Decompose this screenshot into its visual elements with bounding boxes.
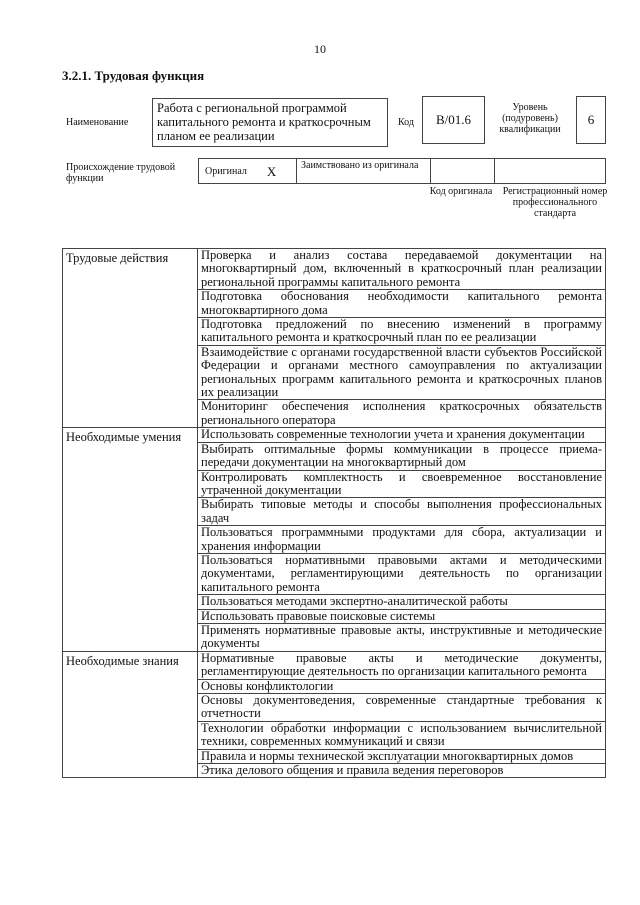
required-skills-item: Пользоваться программными продуктами для сбора, актуализации и хранения информации: [198, 526, 606, 554]
required-knowledge-item: Основы документоведения, современные стандартные требования к отчетности: [198, 694, 606, 722]
required-knowledge-item: Нормативные правовые акты и методические документы, регламентирующие деятельность по организации капитального ремонта: [198, 651, 606, 679]
labor-actions-item: Взаимодействие с органами государственной власти субъектов Российской Федерации и органами местного самоуправления по актуализации региональных программ капитального ремонта и краткосрочных планов их реализации: [198, 345, 606, 400]
origin-row: [198, 158, 606, 184]
origin-label: Происхождение трудовой функции: [66, 162, 176, 184]
table-row: [63, 428, 606, 442]
function-code-value: В/01.6: [422, 96, 485, 144]
required-knowledge-item: Этика делового общения и правила ведения переговоров: [198, 764, 606, 778]
code-label: Код: [398, 117, 414, 128]
required-skills-item: Применять нормативные правовые акты, инструктивные и методические документы: [198, 623, 606, 651]
origin-original-label: Оригинал: [205, 165, 247, 177]
function-name-value: Работа с региональной программой капитального ремонта и краткосрочным планом ее реализации: [152, 98, 388, 147]
required-skills-item: Использовать правовые поисковые системы: [198, 609, 606, 623]
required-skills-item: Контролировать комплектность и своевременное восстановление утраченной документации: [198, 470, 606, 498]
required-skills-item: Выбирать типовые методы и способы выполнения профессиональных задач: [198, 498, 606, 526]
labor-actions-item: Подготовка обоснования необходимости капитального ремонта многоквартирного дома: [198, 290, 606, 318]
origin-borrowed-cell: Заимствовано из оригинала: [296, 158, 430, 184]
table-row: [63, 249, 606, 290]
origin-original-mark: X: [266, 163, 277, 179]
required-skills-item: Выбирать оптимальные формы коммуникации в процессе приема-передачи документации на многоквартирный дом: [198, 442, 606, 470]
registration-number-caption: Регистрационный номер профессионального стандарта: [502, 186, 608, 219]
qualification-level-value: 6: [576, 96, 606, 144]
function-details-table: [62, 248, 606, 778]
labor-actions-item: Проверка и анализ состава передаваемой документации на многоквартирный дом, включенный в краткосрочный план реализации региональной программы капитального ремонта: [198, 249, 606, 290]
labor-actions-item: Подготовка предложений по внесению изменений в программу капитального ремонта и краткосрочный план по ее реализации: [198, 318, 606, 346]
required-skills-item: Пользоваться методами экспертно-аналитической работы: [198, 595, 606, 609]
section-heading: 3.2.1. Трудовая функция: [62, 68, 205, 83]
qualification-level-label: Уровень (подуровень) квалификации: [499, 102, 561, 135]
labor-actions-title: Трудовые действия: [63, 249, 198, 428]
required-knowledge-item: Основы конфликтологии: [198, 679, 606, 693]
table-body: [63, 249, 606, 778]
required-knowledge-item: Правила и нормы технической эксплуатации многоквартирных домов: [198, 749, 606, 763]
required-skills-item: Пользоваться нормативными правовыми актами и методическими документами, регламентирующими деятельность по организации капитального ремонта: [198, 553, 606, 594]
origin-original-cell: [198, 158, 296, 184]
table-row: [63, 651, 606, 679]
page-number: 10: [314, 42, 326, 56]
name-label: Наименование: [66, 117, 129, 128]
required-skills-title: Необходимые умения: [63, 428, 198, 652]
required-knowledge-item: Технологии обработки информации с использованием вычислительной техники, современных коммуникаций и связи: [198, 721, 606, 749]
original-code-caption: Код оригинала: [429, 186, 493, 197]
origin-reg-cell: [494, 158, 606, 184]
required-knowledge-title: Необходимые знания: [63, 651, 198, 778]
labor-actions-item: Мониторинг обеспечения исполнения краткосрочных обязательств регионального оператора: [198, 400, 606, 428]
required-skills-item: Использовать современные технологии учета и хранения документации: [198, 428, 606, 442]
origin-code-cell: [430, 158, 494, 184]
